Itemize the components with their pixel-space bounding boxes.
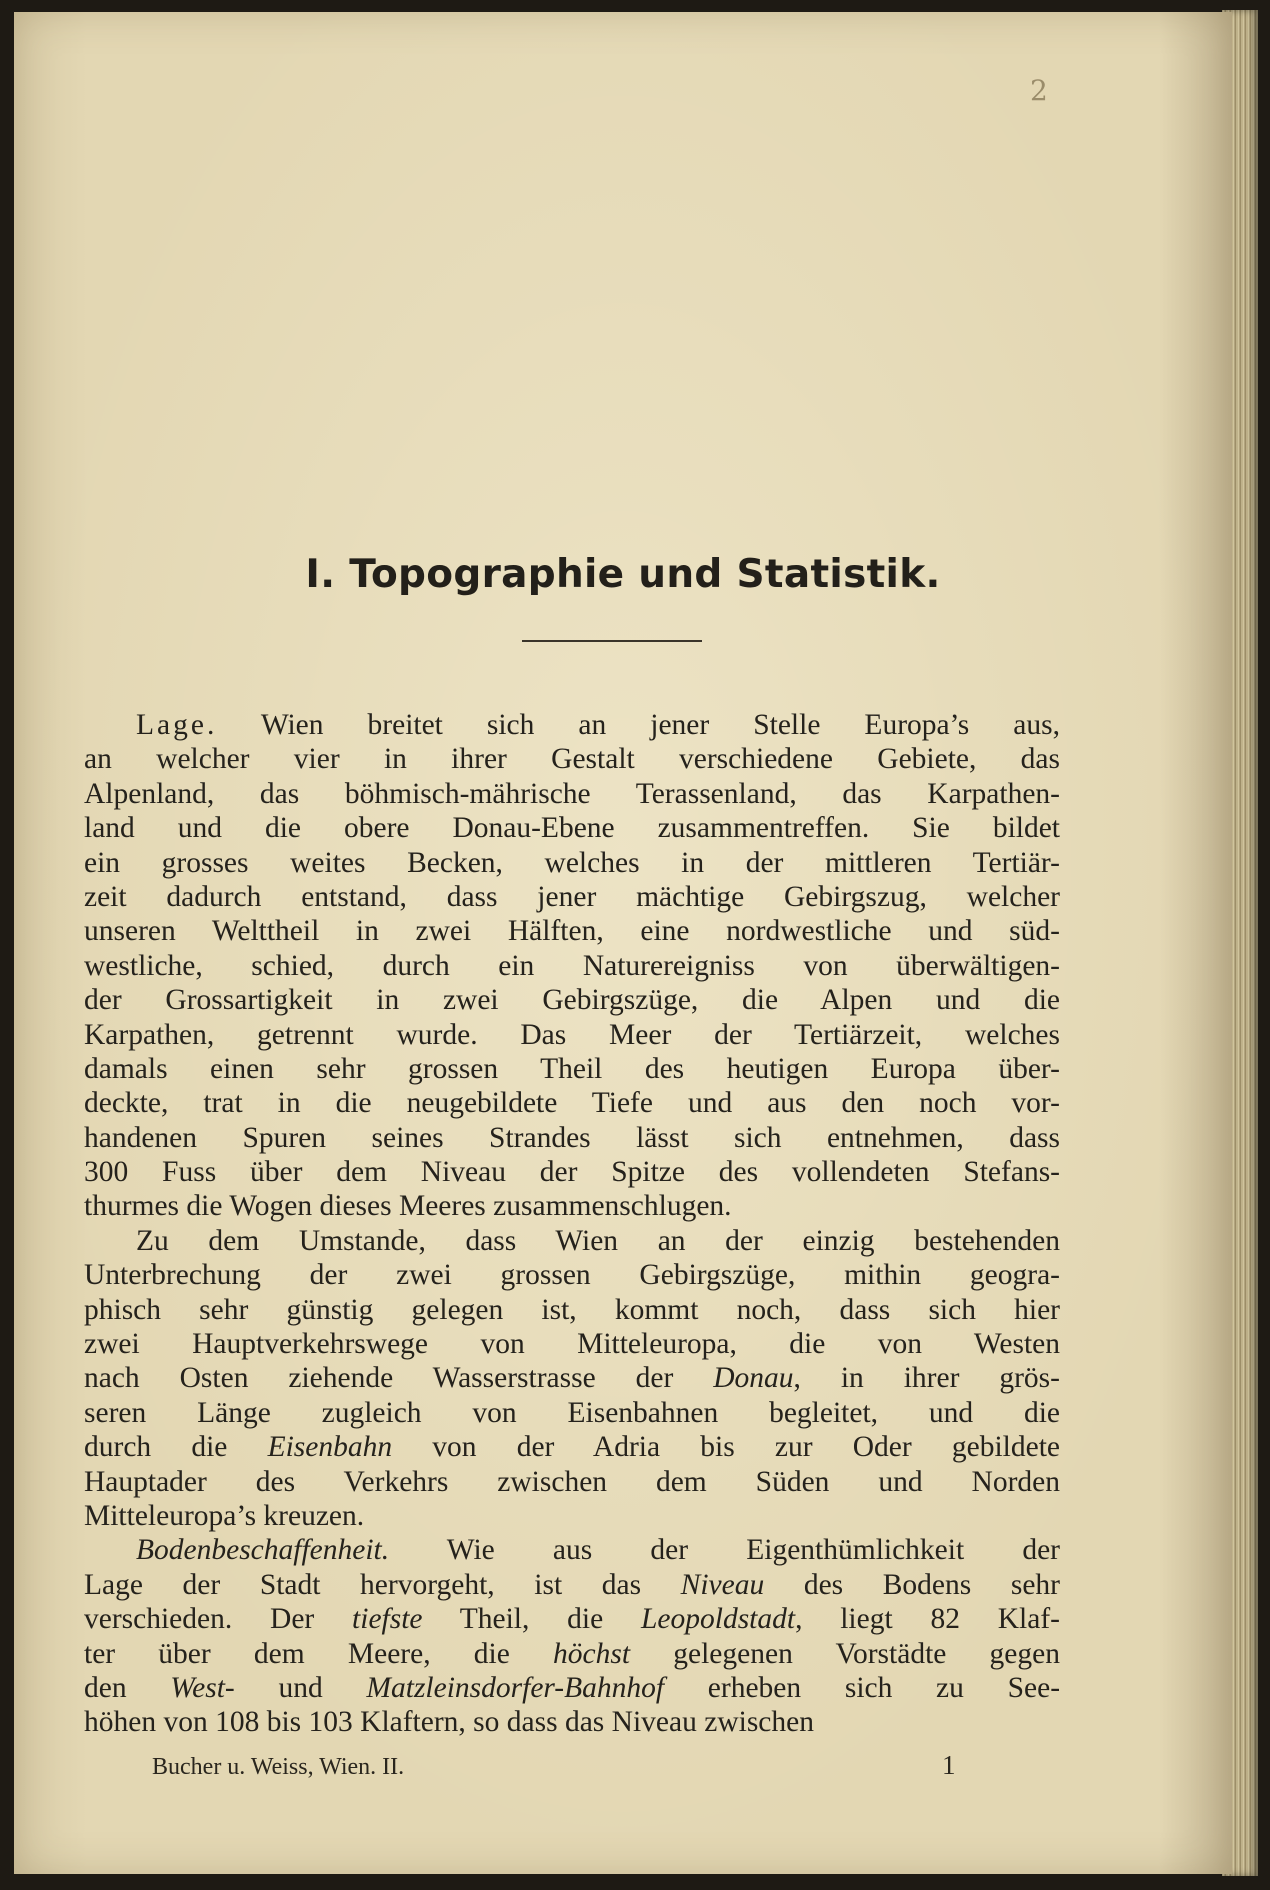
body-text xyxy=(84,708,1060,1740)
text-line xyxy=(84,1121,1060,1155)
text-line xyxy=(84,1018,1060,1052)
text-run: ein grosses weites Becken, welches in der mittleren Tertiär- xyxy=(84,846,1060,879)
text-run: gelegenen Vorstädte gegen xyxy=(630,1637,1060,1670)
text-run: zwei Hauptverkehrswege von Mitteleuropa, die von Westen xyxy=(84,1328,1060,1361)
text-run: Zu dem Umstande, dass Wien an der einzig bestehenden xyxy=(136,1224,1060,1257)
text-run: Unterbrechung der zwei grossen Gebirgszüge, mithin geogra- xyxy=(84,1259,1060,1292)
page-number: 1 xyxy=(942,1750,956,1780)
text-line xyxy=(84,949,1060,983)
text-line xyxy=(84,1086,1060,1120)
text-run: Alpenland, das böhmisch-mährische Terassenland, das Karpathen- xyxy=(84,777,1060,810)
text-run: der Grossartigkeit in zwei Gebirgszüge, die Alpen und die xyxy=(84,984,1060,1017)
text-run: verschieden. Der xyxy=(84,1603,353,1636)
text-run: Wien breitet sich an jener Stelle Europa’s aus, xyxy=(217,709,1060,741)
text-line xyxy=(84,811,1060,845)
text-line xyxy=(84,1705,1060,1739)
text-run: , in ihrer grös- xyxy=(793,1362,1060,1395)
text-line xyxy=(84,1568,1060,1602)
text-line xyxy=(84,1327,1060,1361)
text-line xyxy=(84,1602,1060,1636)
text-line xyxy=(84,1293,1060,1327)
printer-signature: Bucher u. Weiss, Wien. II. xyxy=(152,1754,405,1780)
italic-term: Leopoldstadt xyxy=(641,1603,796,1636)
title-divider xyxy=(522,640,702,642)
text-line xyxy=(84,1637,1060,1671)
text-line xyxy=(84,1465,1060,1499)
text-line xyxy=(84,880,1060,914)
italic-term: Eisenbahn xyxy=(267,1431,393,1464)
text-run: Mitteleuropa’s kreuzen. xyxy=(84,1499,365,1532)
text-run: Hauptader des Verkehrs zwischen dem Süden und Norden xyxy=(84,1465,1060,1498)
text-run: Lage der Stadt hervorgeht, ist das xyxy=(84,1568,681,1601)
text-run: an welcher vier in ihrer Gestalt verschiedene Gebiete, das xyxy=(84,743,1060,776)
italic-term: Niveau xyxy=(680,1568,765,1601)
text-run: seren Länge zugleich von Eisenbahnen begleitet, und die xyxy=(84,1396,1060,1429)
text-line xyxy=(84,983,1060,1017)
text-run: Wie aus der Eigenthümlichkeit der xyxy=(389,1534,1060,1567)
italic-term: Matzleinsdorfer-Bahnhof xyxy=(366,1671,665,1704)
text-line xyxy=(84,1052,1060,1086)
text-run: und xyxy=(234,1671,367,1704)
text-line xyxy=(84,1533,1060,1567)
text-run: erheben sich zu See- xyxy=(664,1671,1061,1704)
text-line xyxy=(84,1671,1060,1705)
text-run: Theil, die xyxy=(422,1603,641,1636)
text-line xyxy=(84,1396,1060,1430)
text-run: nach Osten ziehende Wasserstrasse der xyxy=(84,1362,714,1395)
text-line xyxy=(84,1155,1060,1189)
book-page xyxy=(14,12,1232,1874)
text-run: deckte, trat in die neugebildete Tiefe und aus den noch vor- xyxy=(84,1087,1060,1120)
text-run: höhen von 108 bis 103 Klaftern, so dass das Niveau zwischen xyxy=(84,1706,814,1739)
text-line xyxy=(84,1189,1060,1223)
text-line xyxy=(84,777,1060,811)
section-keyword: Lage. xyxy=(136,709,218,741)
text-run: phisch sehr günstig gelegen ist, kommt noch, dass sich hier xyxy=(84,1293,1060,1326)
italic-term: Donau xyxy=(713,1362,794,1395)
text-line xyxy=(84,1499,1060,1533)
text-run: damals einen sehr grossen Theil des heutigen Europa über- xyxy=(84,1052,1060,1085)
text-run: , liegt 82 Klaf- xyxy=(795,1603,1060,1636)
text-run: von der Adria bis zur Oder gebildete xyxy=(392,1431,1060,1464)
italic-term: West- xyxy=(170,1671,235,1704)
italic-term: tiefste xyxy=(352,1603,423,1636)
text-line xyxy=(84,1258,1060,1292)
text-run: westliche, schied, durch ein Naturereigniss von überwältigen- xyxy=(84,949,1060,982)
text-run: durch die xyxy=(84,1431,268,1464)
corner-page-mark: 2 xyxy=(1030,74,1048,107)
text-line xyxy=(84,1361,1060,1395)
text-run: 300 Fuss über dem Niveau der Spitze des vollendeten Stefans- xyxy=(84,1156,1060,1189)
text-run: zeit dadurch entstand, dass jener mächtige Gebirgszug, welcher xyxy=(84,880,1060,913)
text-line xyxy=(84,742,1060,776)
text-line xyxy=(84,1224,1060,1258)
text-line xyxy=(84,708,1060,742)
chapter-title: I. Topographie und Statistik. xyxy=(305,552,941,597)
text-run: handenen Spuren seines Strandes lässt sich entnehmen, dass xyxy=(84,1121,1060,1154)
text-run: land und die obere Donau-Ebene zusammentreffen. Sie bildet xyxy=(84,812,1060,845)
text-run: ter über dem Meere, die xyxy=(84,1637,554,1670)
text-line xyxy=(84,1430,1060,1464)
text-run: unseren Welttheil in zwei Hälften, eine nordwestliche und süd- xyxy=(84,915,1060,948)
text-line xyxy=(84,846,1060,880)
text-run: den xyxy=(84,1671,171,1704)
italic-term: Bodenbeschaffenheit. xyxy=(136,1534,390,1567)
text-run: Karpathen, getrennt wurde. Das Meer der Tertiärzeit, welches xyxy=(84,1018,1060,1051)
italic-term: höchst xyxy=(553,1637,631,1670)
text-run: des Bodens sehr xyxy=(764,1568,1060,1601)
text-line xyxy=(84,914,1060,948)
text-run: thurmes die Wogen dieses Meeres zusammenschlugen. xyxy=(84,1190,732,1223)
